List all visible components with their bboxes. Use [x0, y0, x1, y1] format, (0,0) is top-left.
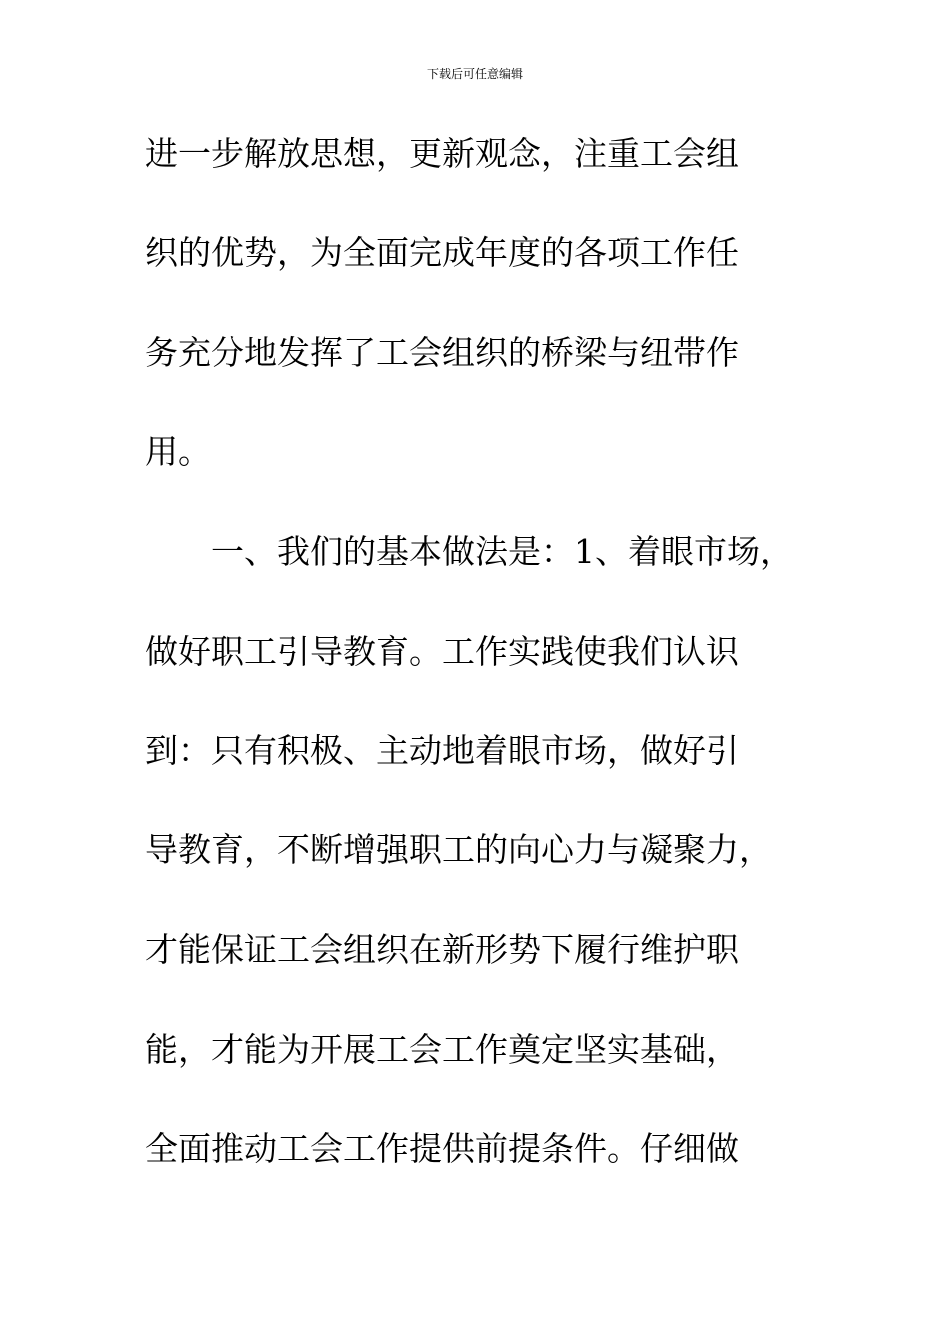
body-line-5: 一、我们的基本做法是：1、着眼市场，: [145, 532, 793, 571]
body-line-6: 做好职工引导教育。工作实践使我们认识: [145, 632, 739, 671]
body-line-7: 到：只有积极、主动地着眼市场，做好引: [145, 731, 739, 770]
body-line-8: 导教育，不断增强职工的向心力与凝聚力，: [145, 830, 772, 869]
body-line-3: 务充分地发挥了工会组织的桥梁与纽带作: [145, 333, 739, 372]
body-line-4: 用。: [145, 432, 211, 471]
body-line-10: 能，才能为开展工会工作奠定坚实基础，: [145, 1030, 739, 1069]
body-line-2: 织的优势，为全面完成年度的各项工作任: [145, 233, 739, 272]
body-line-9: 才能保证工会组织在新形势下履行维护职: [145, 930, 739, 969]
body-line-1: 进一步解放思想，更新观念，注重工会组: [145, 134, 739, 173]
body-line-11: 全面推动工会工作提供前提条件。仔细做: [145, 1129, 739, 1168]
page-header-note: 下载后可任意编辑: [426, 67, 523, 81]
